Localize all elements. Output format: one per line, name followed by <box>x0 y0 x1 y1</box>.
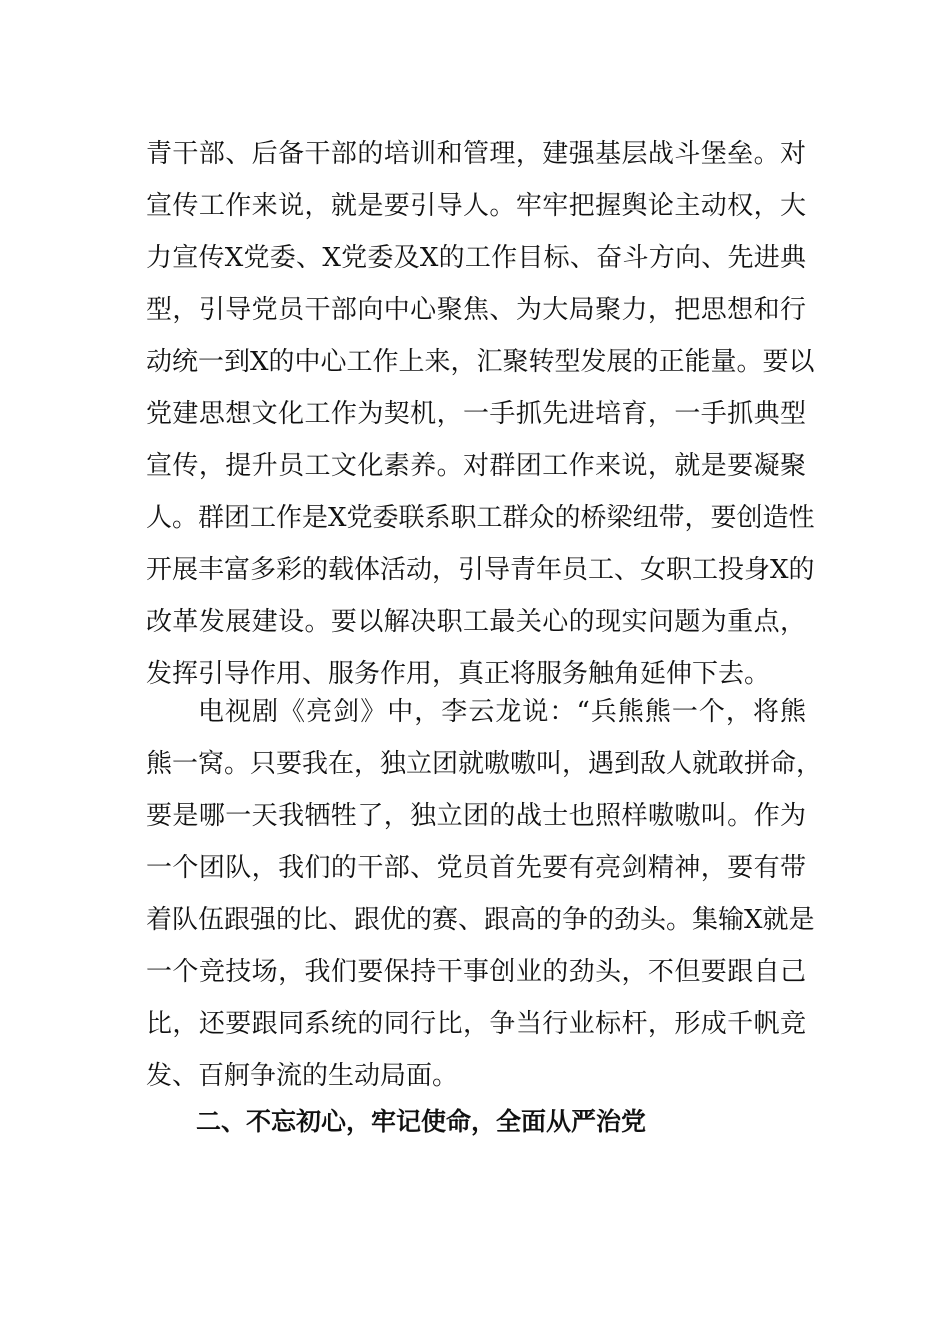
text-line: 一个团队，我们的干部、党员首先要有亮剑精神，要有带 <box>146 853 806 883</box>
text-line: 发、百舸争流的生动局面。 <box>146 1061 459 1091</box>
body-paragraph-2 <box>146 686 823 1102</box>
text-line: 党建思想文化工作为契机，一手抓先进培育，一手抓典型 <box>146 399 806 429</box>
section-heading: 二、不忘初心，牢记使命，全面从严治党 <box>196 1107 647 1136</box>
text-line: 开展丰富多彩的载体活动，引导青年员工、女职工投身X的 <box>146 555 815 585</box>
body-paragraph-1 <box>146 128 815 700</box>
text-line: 发挥引导作用、服务作用，真正将服务触角延伸下去。 <box>146 659 771 689</box>
text-line: 青干部、后备干部的培训和管理，建强基层战斗堡垒。对 <box>146 139 806 169</box>
text-line: 着队伍跟强的比、跟优的赛、跟高的争的劲头。集输X就是 <box>146 905 815 935</box>
text-line: 型，引导党员干部向中心聚焦、为大局聚力，把思想和行 <box>146 295 806 325</box>
text-line: 比，还要跟同系统的同行比，争当行业标杆，形成千帆竞 <box>146 1009 806 1039</box>
text-line: 要是哪一天我牺牲了，独立团的战士也照样嗷嗷叫。作为 <box>146 801 806 831</box>
text-line: 宣传工作来说，就是要引导人。牢牢把握舆论主动权，大 <box>146 191 806 221</box>
text-line: 改革发展建设。要以解决职工最关心的现实问题为重点， <box>146 607 806 637</box>
text-line: 一个竞技场，我们要保持干事创业的劲头，不但要跟自己 <box>146 957 806 987</box>
text-line: 宣传，提升员工文化素养。对群团工作来说，就是要凝聚 <box>146 451 806 481</box>
text-line: 人。群团工作是X党委联系职工群众的桥梁纽带，要创造性 <box>146 503 815 533</box>
text-line: 力宣传X党委、X党委及X的工作目标、奋斗方向、先进典 <box>146 243 806 273</box>
text-line: 动统一到X的中心工作上来，汇聚转型发展的正能量。要以 <box>146 347 815 377</box>
text-line: 电视剧《亮剑》中，李云龙说：“兵熊熊一个，将熊 <box>198 697 806 727</box>
text-line: 熊一窝。只要我在，独立团就嗷嗷叫，遇到敌人就敢拼命， <box>146 749 823 779</box>
